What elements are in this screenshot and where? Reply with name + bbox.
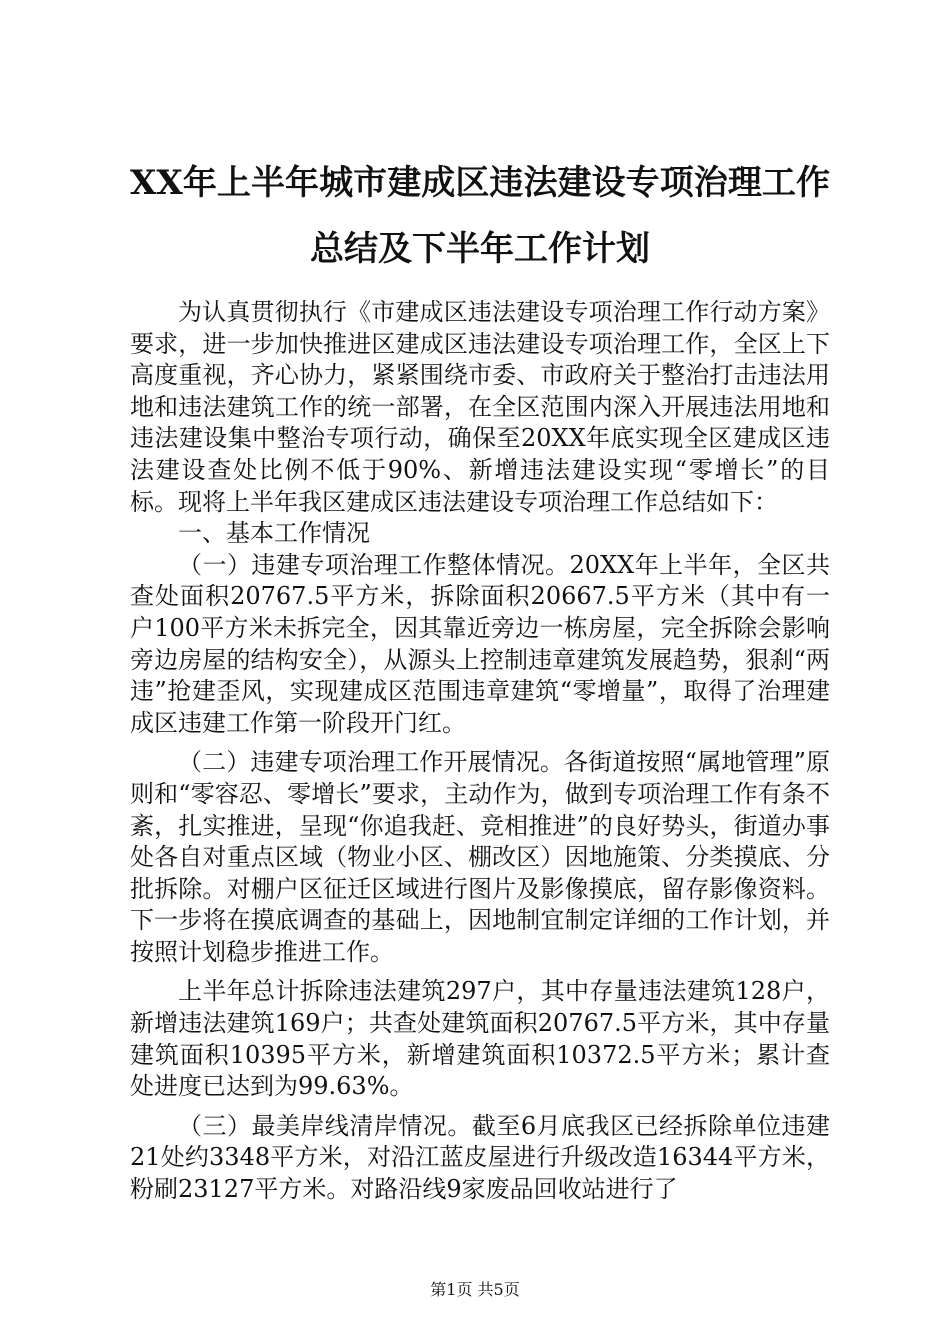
document-title: XX年上半年城市建成区违法建设专项治理工作总结及下半年工作计划: [130, 163, 830, 269]
body-paragraph: 上半年总计拆除违法建筑297户，其中存量违法建筑128户，新增违法建筑169户；共查处建筑面积20767.5平方米，其中存量建筑面积10395平方米，新增建筑面积10372.5平方米；累计查处进度已达到为99.63%。: [130, 977, 830, 1101]
body-paragraph: （一）违建专项治理工作整体情况。20XX年上半年，全区共查处面积20767.5平方米，拆除面积20667.5平方米（其中有一户100平方米未拆完全，因其靠近旁边一栋房屋，完全拆除会影响旁边房屋的结构安全），从源头上控制违章建筑发展趋势，狠刹“两违”抢建歪风，实现建成区范围违章建筑“零增量”，取得了治理建成区违建工作第一阶段开门红。: [130, 550, 830, 737]
section-heading: 一、基本工作情况: [178, 519, 370, 548]
document-body: [130, 297, 830, 1206]
body-paragraph: （三）最美岸线清岸情况。截至6月底我区已经拆除单位违建21处约3348平方米，对沿江蓝皮屋进行升级改造16344平方米，粉刷23127平方米。对路沿线9家废品回收站进行了: [130, 1111, 830, 1204]
intro-paragraph: 为认真贯彻执行《市建成区违法建设专项治理工作行动方案》要求，进一步加快推进区建成区违法建设专项治理工作，全区上下高度重视，齐心协力，紧紧围绕市委、市政府关于整治打击违法用地和违法建筑工作的统一部署，在全区范围内深入开展违法用地和违法建设集中整治专项行动，确保至20XX年底实现全区建成区违法建设查处比例不低于90%、新增违法建设实现“零增长”的目标。现将上半年我区建成区违法建设专项治理工作总结如下：: [130, 298, 830, 516]
body-paragraph: （二）违建专项治理工作开展情况。各街道按照“属地管理”原则和“零容忍、零增长”要求，主动作为，做到专项治理工作有条不紊，扎实推进，呈现“你追我赶、竞相推进”的良好势头，街道办事处各自对重点区域（物业小区、棚改区）因地施策、分类摸底、分批拆除。对棚户区征迁区域进行图片及影像摸底，留存影像资料。下一步将在摸底调查的基础上，因地制宜制定详细的工作计划，并按照计划稳步推进工作。: [130, 748, 830, 966]
page-footer: 第1页 共5页: [430, 1280, 520, 1299]
